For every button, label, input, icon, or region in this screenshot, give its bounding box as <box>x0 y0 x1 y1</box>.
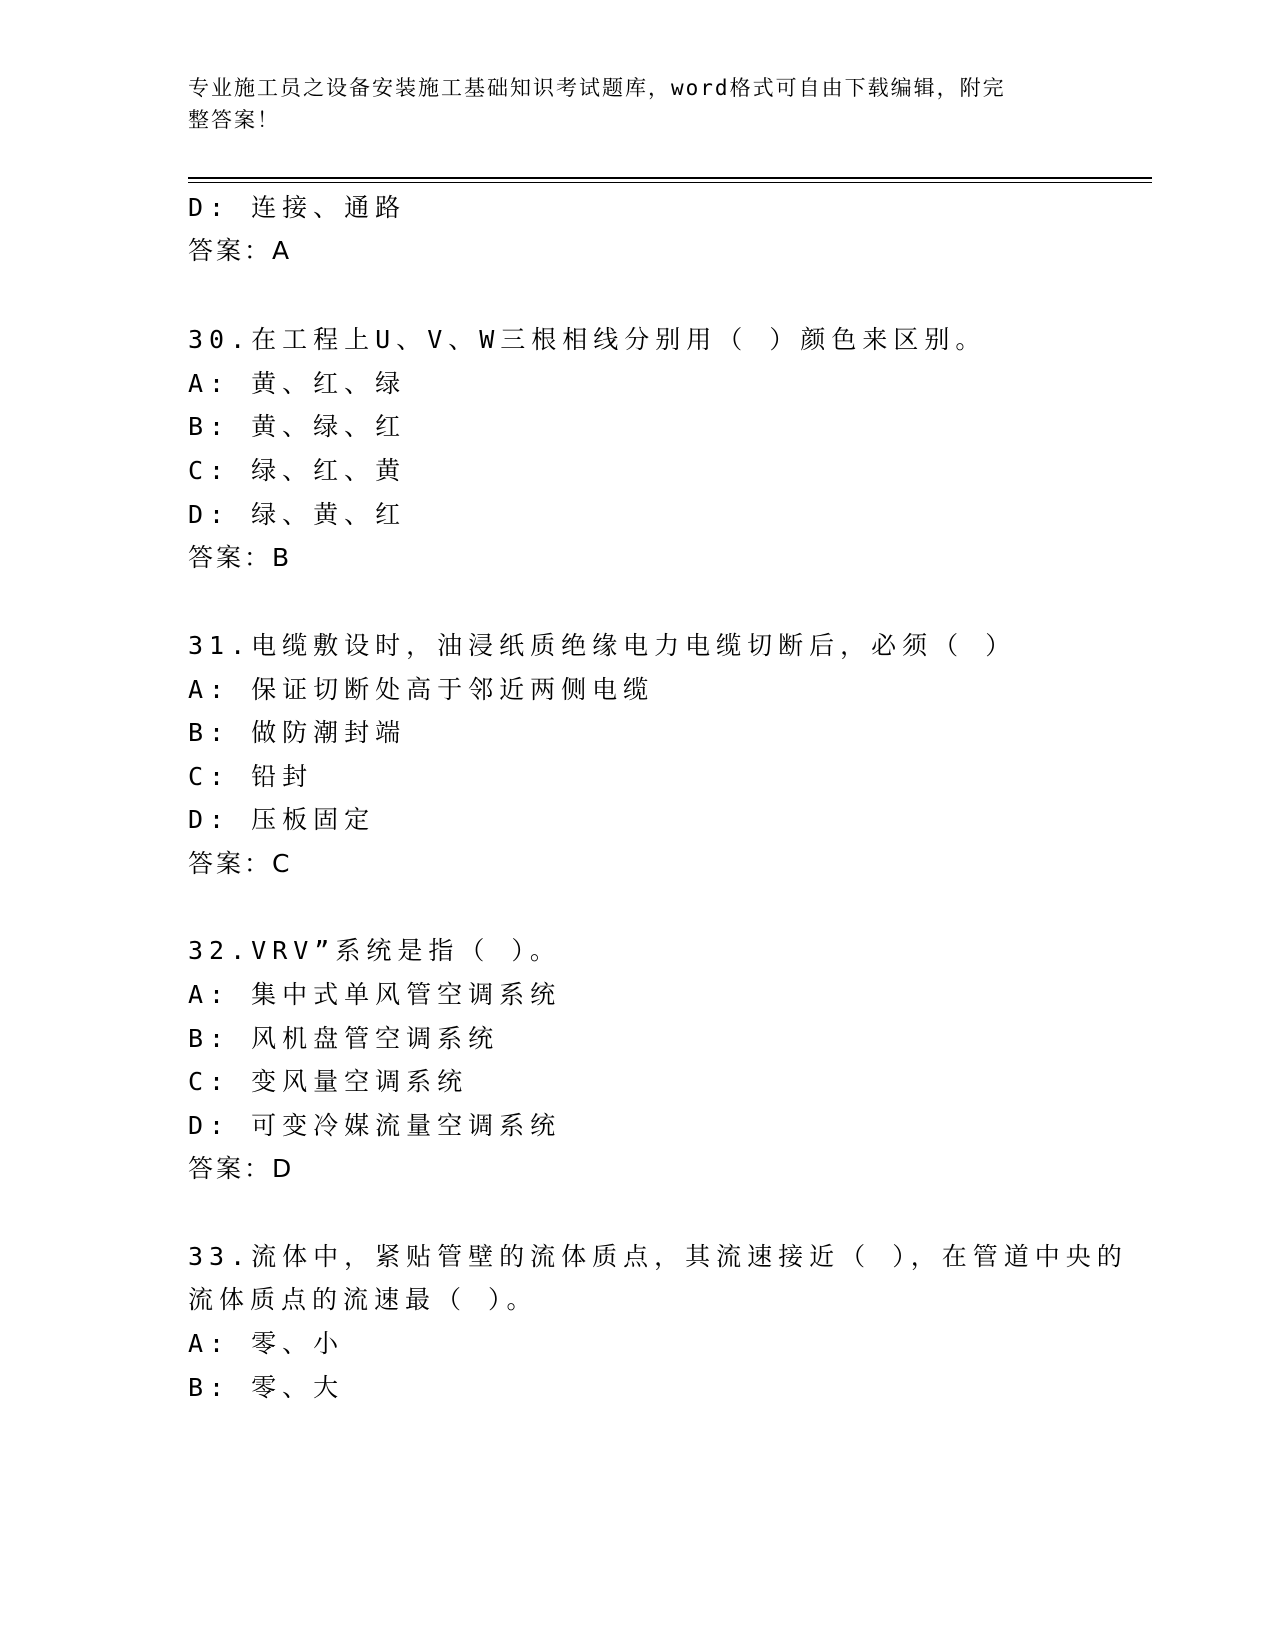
q30-stem: 30.在工程上U、V、W三根相线分别用（ ）颜色来区别。 <box>188 325 987 354</box>
q31-stem: 31.电缆敷设时，油浸纸质绝缘电力电缆切断后，必须（ ） <box>188 631 1017 660</box>
header-divider-thick <box>188 177 1152 179</box>
header-title-line-2: 整答案！ <box>188 108 280 132</box>
q31-option-d: D: 压板固定 <box>188 805 376 834</box>
q33-stem-line-2: 流体质点的流速最（ ）。 <box>188 1285 538 1314</box>
q30-option-a: A: 黄、红、绿 <box>188 369 407 398</box>
prev-option-d: D: 连接、通路 <box>188 193 407 222</box>
q32-answer: 答案：D <box>188 1154 295 1183</box>
q33-stem-line-1: 33.流体中，紧贴管壁的流体质点，其流速接近（ ），在管道中央的 <box>188 1242 1128 1271</box>
q32-stem: 32.VRV”系统是指（ ）。 <box>188 936 561 965</box>
q31-answer: 答案：C <box>188 849 293 878</box>
q32-option-d: D: 可变冷媒流量空调系统 <box>188 1111 562 1140</box>
q31-option-c: C: 铅封 <box>188 762 314 791</box>
q30-option-d: D: 绿、黄、红 <box>188 500 407 529</box>
q30-option-b: B: 黄、绿、红 <box>188 412 407 441</box>
q33-option-a: A: 零、小 <box>188 1329 345 1358</box>
q30-option-c: C: 绿、红、黄 <box>188 456 407 485</box>
document-header <box>188 72 1088 136</box>
q30-answer: 答案：B <box>188 543 293 572</box>
q32-option-b: B: 风机盘管空调系统 <box>188 1024 500 1053</box>
q32-option-a: A: 集中式单风管空调系统 <box>188 980 562 1009</box>
header-divider-thin <box>188 182 1152 183</box>
q31-option-b: B: 做防潮封端 <box>188 718 407 747</box>
prev-answer: 答案：A <box>188 236 293 265</box>
q33-option-b: B: 零、大 <box>188 1373 345 1402</box>
q32-option-c: C: 变风量空调系统 <box>188 1067 469 1096</box>
q31-option-a: A: 保证切断处高于邻近两侧电缆 <box>188 675 655 704</box>
header-title-line-1: 专业施工员之设备安装施工基础知识考试题库，word格式可自由下载编辑，附完 <box>188 76 1006 100</box>
